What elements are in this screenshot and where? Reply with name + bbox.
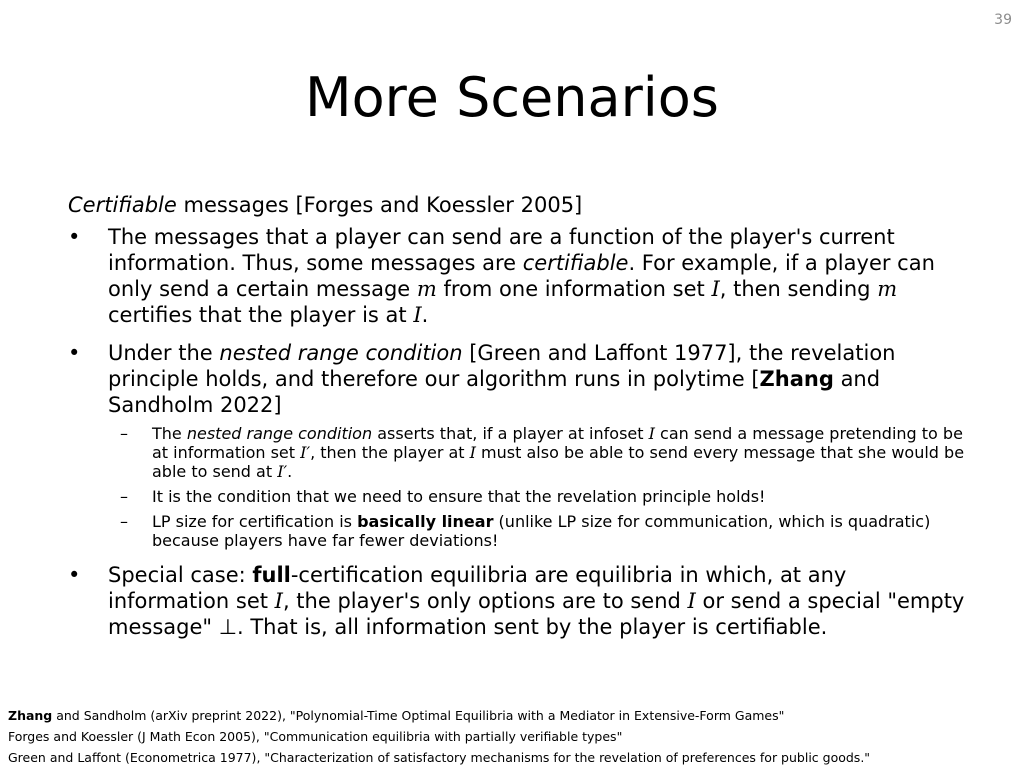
reference-bold: Zhang bbox=[8, 708, 53, 723]
heading-italic: Certifiable bbox=[68, 193, 177, 217]
bullet-bold: full bbox=[252, 563, 291, 587]
bullet-text: , the player's only options are to send bbox=[282, 589, 688, 613]
references-footer bbox=[8, 705, 1018, 768]
sub-text: LP size for certification is bbox=[152, 512, 358, 531]
slide-number: 39 bbox=[994, 12, 1012, 28]
bullet-text: -certification equilibria are equilibria in which, at any information set bbox=[108, 563, 847, 613]
math-symbol: I bbox=[413, 303, 422, 327]
bullet-text: The messages that a player can send are a function of the player's current information. Thus, some messages are bbox=[108, 225, 895, 275]
bullet-text: , then sending bbox=[719, 277, 878, 301]
slide-content bbox=[68, 192, 968, 652]
bullet-nested-range-condition bbox=[68, 340, 968, 550]
section-heading bbox=[68, 192, 968, 218]
bullet-certifiable-messages bbox=[68, 224, 968, 328]
math-symbol: I bbox=[648, 424, 655, 443]
reference-text: and Sandholm (arXiv preprint 2022), "Polynomial-Time Optimal Equilibria with a Mediator in Extensive-Form Games" bbox=[52, 708, 785, 723]
sub-text: The bbox=[152, 424, 187, 443]
sub-bullet-condition: – It is the condition that we need to ensure that the revelation principle holds! bbox=[108, 487, 968, 506]
sub-bullet-lp-size bbox=[108, 512, 968, 550]
math-symbol: I′ bbox=[300, 443, 311, 462]
sub-text: asserts that, if a player at infoset bbox=[372, 424, 649, 443]
bullet-text: . bbox=[421, 303, 429, 327]
sub-bullet-definition bbox=[108, 424, 968, 481]
sub-bullet-list bbox=[108, 424, 968, 550]
sub-text: can send a message pretending to be at information set bbox=[152, 424, 963, 462]
math-symbol: m bbox=[877, 277, 898, 301]
bullet-italic: certifiable bbox=[522, 251, 629, 275]
slide-title: More Scenarios bbox=[305, 66, 719, 129]
bullet-text: [Green and Laffont 1977], the revelation principle holds, and therefore our algorithm runs in polytime [ bbox=[108, 341, 896, 391]
math-symbol: I bbox=[469, 443, 476, 462]
bullet-bold: Zhang bbox=[759, 367, 834, 391]
bullet-italic: nested range condition bbox=[219, 341, 463, 365]
reference-forges: Forges and Koessler (J Math Econ 2005), "Communication equilibria with partially verifiable types" bbox=[8, 729, 623, 744]
bullet-special-case bbox=[68, 562, 968, 640]
sub-text: . bbox=[287, 462, 293, 481]
math-symbol: I bbox=[274, 589, 283, 613]
bullet-text: or send a special "empty message" ⊥. That is, all information sent by the player is certifiable. bbox=[108, 589, 965, 639]
sub-italic: nested range condition bbox=[186, 424, 373, 443]
heading-text: messages [Forges and Koessler 2005] bbox=[176, 193, 583, 217]
bullet-text: . For example, if a player can only send a certain message bbox=[108, 251, 935, 301]
bullet-text: certifies that the player is at bbox=[108, 303, 414, 327]
bullet-text: from one information set bbox=[436, 277, 712, 301]
sub-text: , then the player at bbox=[310, 443, 470, 462]
math-symbol: m bbox=[416, 277, 437, 301]
math-symbol: I bbox=[687, 589, 696, 613]
sub-text: (unlike LP size for communication, which is quadratic) because players have far fewer deviations! bbox=[152, 512, 931, 550]
bullet-text: Special case: bbox=[108, 563, 253, 587]
reference-green: Green and Laffont (Econometrica 1977), "Characterization of satisfactory mechanisms for the revelation of preferences for public goods." bbox=[8, 750, 871, 765]
reference-zhang bbox=[8, 705, 1018, 726]
sub-text: must also be able to send every message that she would be able to send at bbox=[152, 443, 965, 481]
bullet-text: and Sandholm 2022] bbox=[108, 367, 881, 417]
sub-bold: basically linear bbox=[357, 512, 494, 531]
bullet-text: Under the bbox=[108, 341, 220, 365]
math-symbol: I bbox=[711, 277, 720, 301]
math-symbol: I′ bbox=[277, 462, 288, 481]
